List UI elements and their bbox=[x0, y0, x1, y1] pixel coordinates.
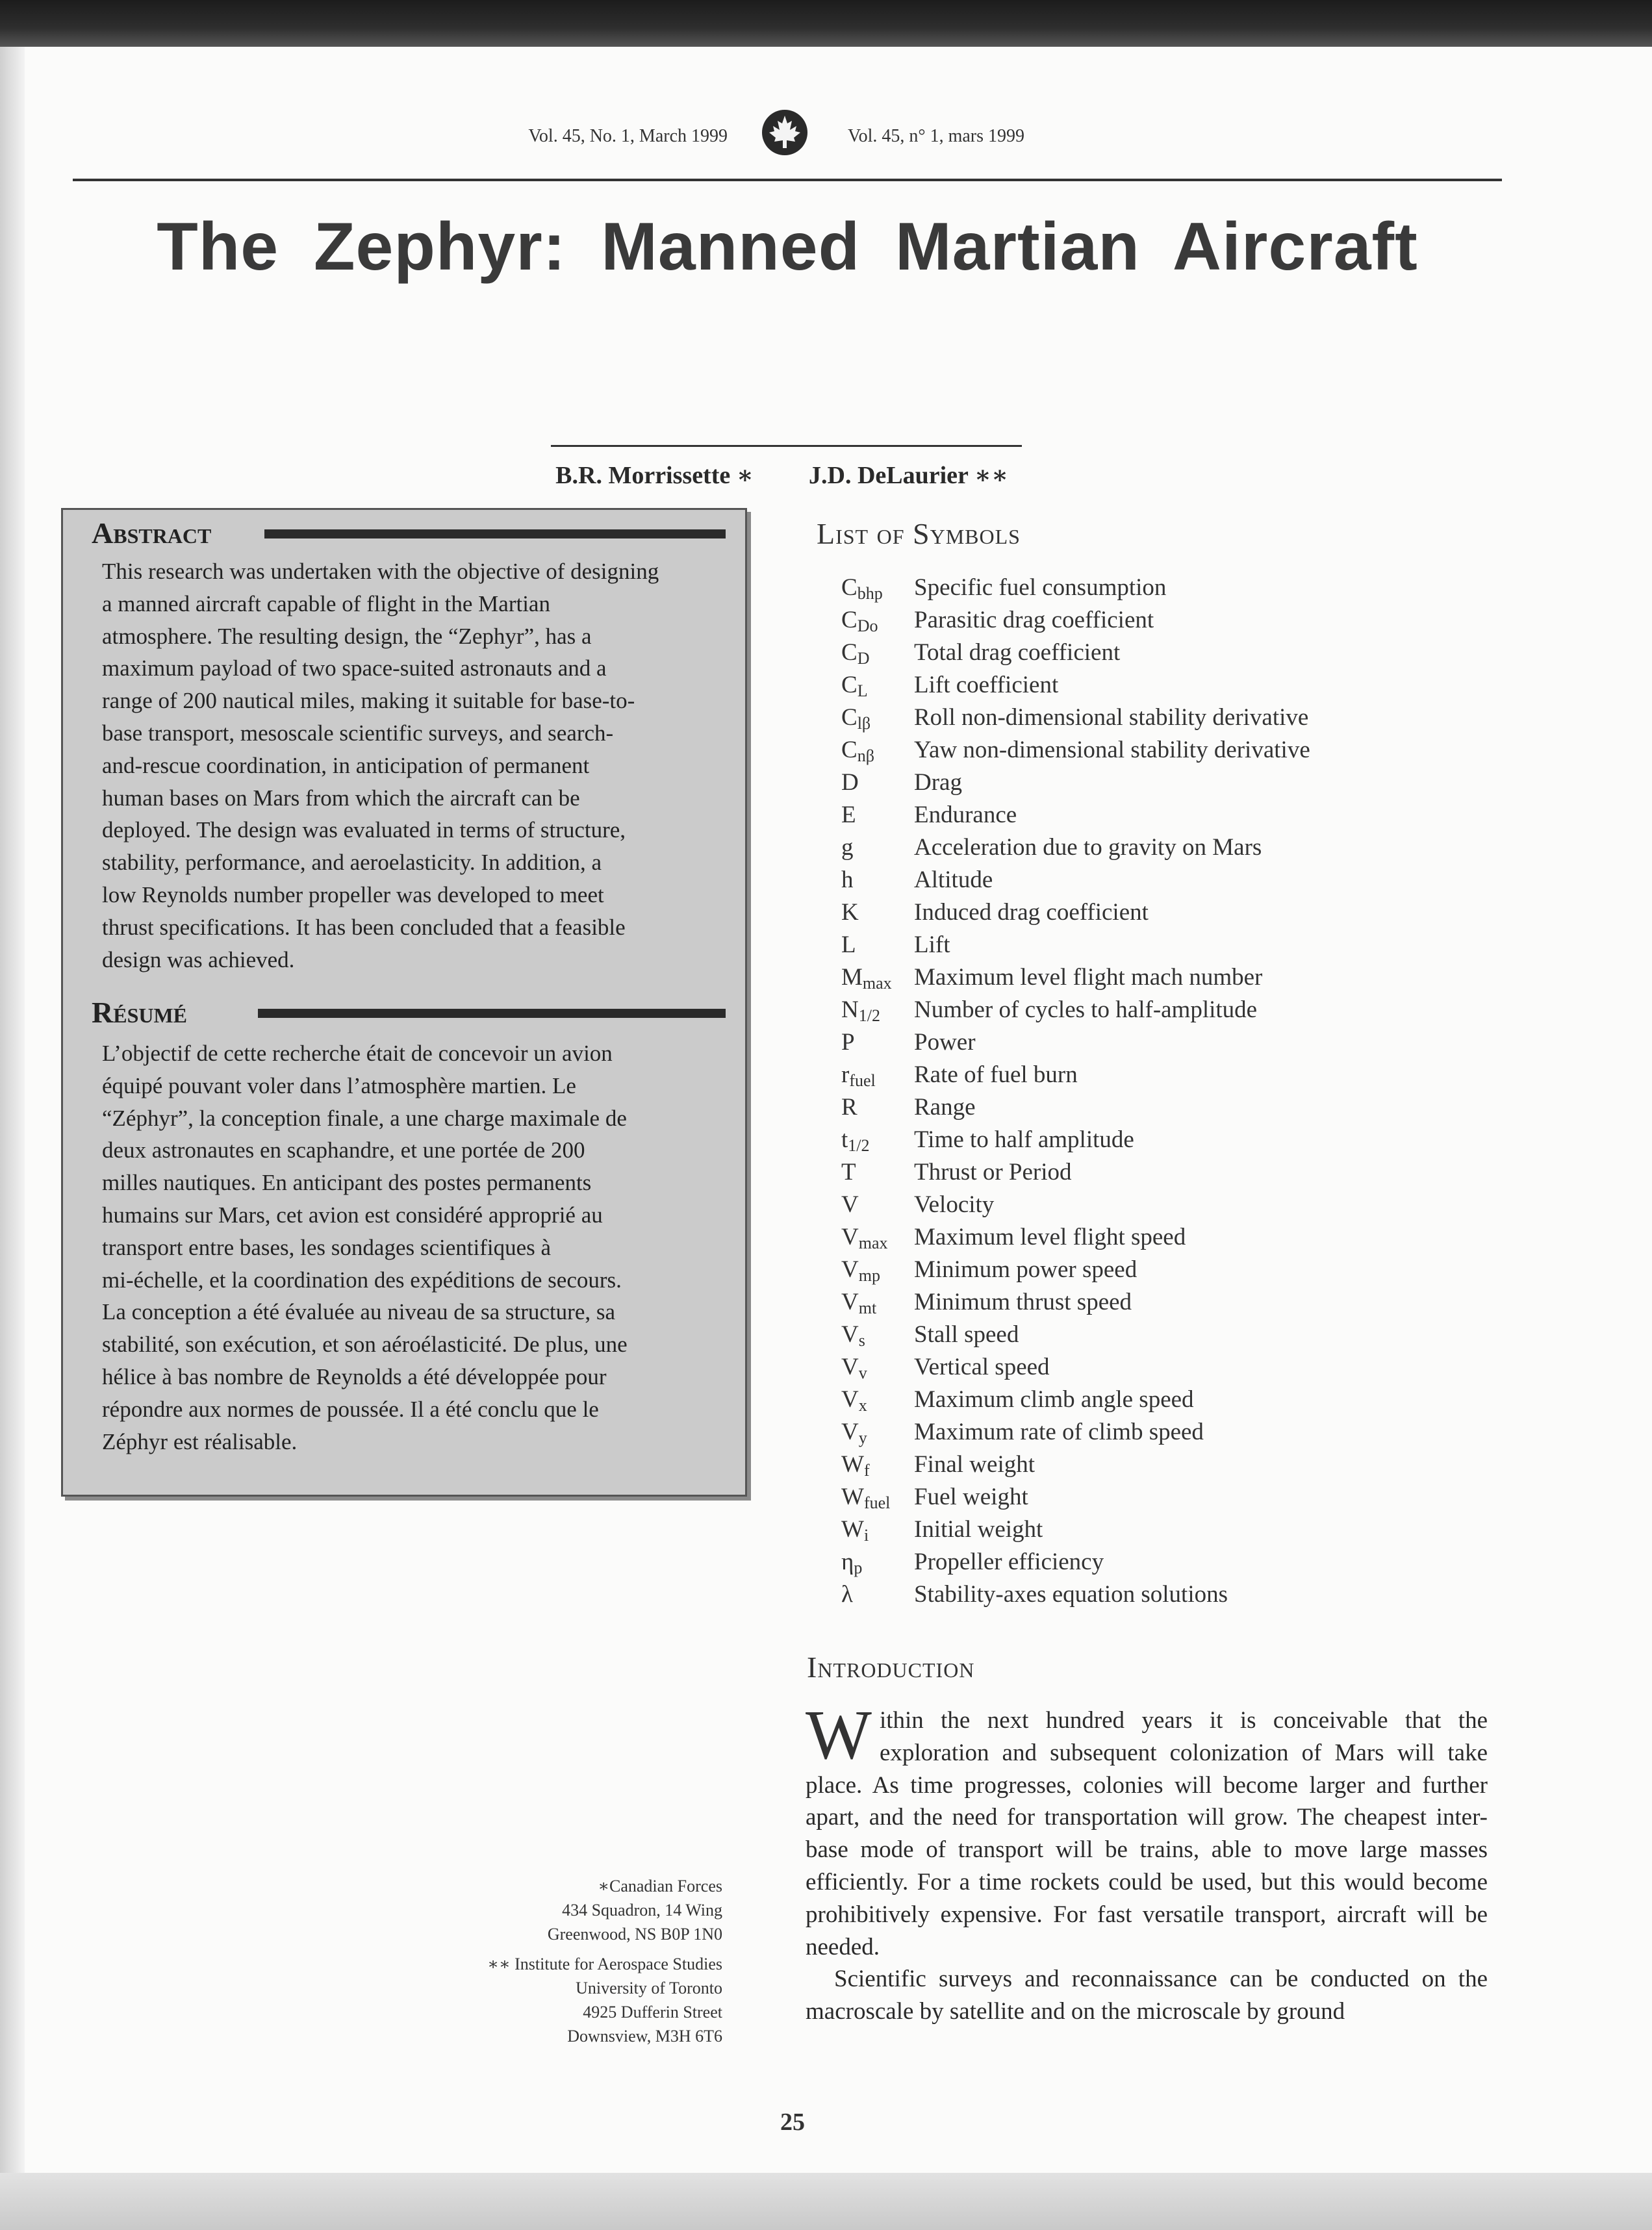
symbol-row bbox=[841, 831, 1491, 864]
symbol-base: W bbox=[841, 1516, 864, 1543]
symbol-base: η bbox=[841, 1549, 854, 1575]
symbol-description: Final weight bbox=[914, 1451, 1036, 1478]
resume-line: humains sur Mars, cet avion est considéré approprié au bbox=[102, 1202, 603, 1228]
symbol-description: Maximum level flight mach number bbox=[914, 964, 1263, 991]
symbol bbox=[841, 896, 913, 929]
symbol-row bbox=[841, 929, 1491, 961]
symbol-description: Roll non-dimensional stability derivative bbox=[914, 704, 1309, 731]
symbol-row bbox=[841, 1449, 1491, 1481]
introduction-heading: Introduction bbox=[807, 1651, 975, 1684]
symbol-base: V bbox=[841, 1224, 859, 1250]
footnote-line: 4925 Dufferin Street bbox=[583, 2003, 722, 2021]
symbol-base: W bbox=[841, 1484, 864, 1510]
symbol-description: Minimum thrust speed bbox=[914, 1289, 1132, 1315]
abstract-line: and-rescue coordination, in anticipation of permanent bbox=[102, 752, 590, 778]
symbol-base: N bbox=[841, 996, 859, 1023]
footnote-line: 434 Squadron, 14 Wing bbox=[562, 1901, 722, 1920]
symbol-base: M bbox=[841, 964, 863, 991]
symbol-row bbox=[841, 994, 1491, 1026]
symbol-description: Rate of fuel burn bbox=[914, 1061, 1078, 1088]
symbol-row bbox=[841, 1319, 1491, 1351]
symbol-base: V bbox=[841, 1321, 859, 1348]
symbol-base: C bbox=[841, 639, 858, 666]
symbol-row bbox=[841, 1384, 1491, 1416]
abstract-line: design was achieved. bbox=[102, 946, 295, 972]
introduction-text bbox=[806, 1697, 1488, 2028]
symbol-description: Specific fuel consumption bbox=[914, 574, 1167, 601]
symbol bbox=[841, 1189, 913, 1221]
abstract-box bbox=[61, 508, 747, 1497]
symbol-description: Parasitic drag coefficient bbox=[914, 607, 1154, 633]
symbol-row bbox=[841, 734, 1491, 767]
symbol-row bbox=[841, 1221, 1491, 1254]
symbol-base: λ bbox=[841, 1581, 853, 1608]
abstract-line: human bases on Mars from which the aircraft can be bbox=[102, 785, 580, 811]
symbol-description: Altitude bbox=[914, 867, 993, 893]
resume-line: La conception a été évaluée au niveau de sa structure, sa bbox=[102, 1299, 616, 1325]
symbol-description: Maximum rate of climb speed bbox=[914, 1419, 1204, 1445]
symbol-description: Propeller efficiency bbox=[914, 1549, 1104, 1575]
symbol-description: Lift coefficient bbox=[914, 672, 1059, 698]
introduction-paragraph-2: Scientific surveys and reconnaissance can be conducted on the macroscale by satellite and on the microscale by ground bbox=[806, 1966, 1488, 2025]
symbol bbox=[841, 831, 913, 864]
resume-line: répondre aux normes de poussée. Il a été conclu que le bbox=[102, 1396, 599, 1422]
resume-line: mi-échelle, et la coordination des expéditions de secours. bbox=[102, 1267, 622, 1293]
abstract-line: thrust specifications. It has been concluded that a feasible bbox=[102, 914, 626, 940]
abstract-line: This research was undertaken with the objective of designing bbox=[102, 559, 659, 584]
symbol-base: W bbox=[841, 1451, 864, 1478]
masthead bbox=[0, 123, 1652, 162]
symbol-description: Maximum climb angle speed bbox=[914, 1386, 1194, 1413]
symbol bbox=[841, 1156, 913, 1189]
symbol bbox=[841, 929, 913, 961]
symbol-subscript: Do bbox=[857, 616, 878, 635]
symbol-row bbox=[841, 1059, 1491, 1091]
resume-heading-bar bbox=[258, 1009, 726, 1018]
symbol bbox=[841, 1578, 913, 1611]
symbol-base: g bbox=[841, 834, 854, 861]
symbol-description: Endurance bbox=[914, 802, 1017, 828]
symbol-description: Velocity bbox=[914, 1191, 995, 1218]
symbol-base: V bbox=[841, 1419, 859, 1445]
symbol-row bbox=[841, 669, 1491, 702]
volume-english: Vol. 45, No. 1, March 1999 bbox=[528, 126, 728, 146]
symbol-base: C bbox=[841, 607, 858, 633]
symbol-description: Initial weight bbox=[914, 1516, 1043, 1543]
resume-line: équipé pouvant voler dans l’atmosphère martien. Le bbox=[102, 1072, 576, 1098]
symbol-row bbox=[841, 637, 1491, 669]
symbol-description: Yaw non-dimensional stability derivative bbox=[914, 737, 1310, 763]
symbol-row bbox=[841, 1578, 1491, 1611]
symbol-subscript: bhp bbox=[857, 584, 883, 603]
symbol-description: Stall speed bbox=[914, 1321, 1019, 1348]
symbol-subscript: L bbox=[857, 681, 868, 700]
symbol-subscript: 1/2 bbox=[858, 1006, 880, 1025]
abstract-line: base transport, mesoscale scientific surveys, and search- bbox=[102, 720, 614, 746]
symbol-row bbox=[841, 1514, 1491, 1546]
symbol-row bbox=[841, 1124, 1491, 1156]
abstract-line: maximum payload of two space-suited astronauts and a bbox=[102, 655, 607, 681]
footnote-institute bbox=[455, 1952, 722, 2048]
symbol-base: V bbox=[841, 1386, 859, 1413]
footnote-line: ∗∗ Institute for Aerospace Studies bbox=[487, 1955, 722, 1973]
symbol-base: P bbox=[841, 1029, 855, 1056]
resume-line: L’objectif de cette recherche était de concevoir un avion bbox=[102, 1041, 613, 1066]
symbol-row bbox=[841, 767, 1491, 799]
symbol-description: Time to half amplitude bbox=[914, 1126, 1134, 1153]
symbol-base: V bbox=[841, 1289, 859, 1315]
symbol-row bbox=[841, 864, 1491, 896]
symbol-base: r bbox=[841, 1061, 850, 1088]
symbol-base: L bbox=[841, 931, 856, 958]
abstract-text bbox=[102, 555, 719, 976]
drop-cap: W bbox=[806, 1697, 872, 1774]
symbol-row bbox=[841, 896, 1491, 929]
symbol-row bbox=[841, 1286, 1491, 1319]
symbol-description: Minimum power speed bbox=[914, 1256, 1137, 1283]
symbol-row bbox=[841, 572, 1491, 604]
resume-line: Zéphyr est réalisable. bbox=[102, 1428, 298, 1454]
resume-line: hélice à bas nombre de Reynolds a été développée pour bbox=[102, 1363, 607, 1389]
scan-edge-top bbox=[0, 0, 1652, 47]
author-delaurier: J.D. DeLaurier ∗∗ bbox=[809, 462, 1009, 489]
volume-french: Vol. 45, n° 1, mars 1999 bbox=[848, 126, 1025, 146]
resume-text bbox=[102, 1037, 719, 1458]
symbol-subscript: s bbox=[858, 1331, 865, 1350]
symbol-base: C bbox=[841, 737, 858, 763]
page-number: 25 bbox=[780, 2109, 805, 2136]
symbol-base: R bbox=[841, 1094, 858, 1121]
symbol bbox=[841, 1091, 913, 1124]
resume-line: “Zéphyr”, la conception finale, a une charge maximale de bbox=[102, 1105, 627, 1131]
symbol-base: E bbox=[841, 802, 856, 828]
symbol-base: C bbox=[841, 704, 858, 731]
symbol-description: Maximum level flight speed bbox=[914, 1224, 1186, 1250]
symbol-subscript: v bbox=[858, 1363, 867, 1382]
symbol-subscript: 1/2 bbox=[848, 1136, 870, 1155]
symbol-description: Fuel weight bbox=[914, 1484, 1028, 1510]
symbol-description: Acceleration due to gravity on Mars bbox=[914, 834, 1262, 861]
symbol-base: K bbox=[841, 899, 859, 926]
symbol-description: Lift bbox=[914, 931, 950, 958]
abstract-line: deployed. The design was evaluated in terms of structure, bbox=[102, 817, 626, 843]
resume-line: milles nautiques. En anticipant des postes permanents bbox=[102, 1170, 592, 1196]
symbols-heading: List of Symbols bbox=[817, 517, 1021, 550]
symbol-row bbox=[841, 799, 1491, 831]
introduction-paragraph-1 bbox=[806, 1697, 1488, 1963]
symbol-row bbox=[841, 1546, 1491, 1578]
symbol-description: Thrust or Period bbox=[914, 1159, 1072, 1185]
symbol-base: T bbox=[841, 1159, 856, 1185]
symbol-description: Range bbox=[914, 1094, 976, 1121]
introduction-p1-text: ithin the next hundred years it is conceivable that the exploration and subsequent colonization of Mars will take place. As time progresses, colonies will become larger and further apart, and the need for transportation will grow. The cheapest inter-base mode of transport will be trains, able to move large masses efficiently. For a time rockets could be used, but this would become prohibitively expensive. For fast versatile transport, aircraft will be needed. bbox=[806, 1707, 1488, 1960]
symbol-row bbox=[841, 1254, 1491, 1286]
symbol-row bbox=[841, 1416, 1491, 1449]
abstract-line: stability, performance, and aeroelasticity. In addition, a bbox=[102, 850, 602, 876]
scan-edge-bottom bbox=[0, 2173, 1652, 2230]
symbol-subscript: lβ bbox=[857, 714, 871, 733]
symbol-subscript: mt bbox=[858, 1299, 877, 1317]
resume-heading: Résumé bbox=[92, 996, 188, 1029]
symbol-row bbox=[841, 604, 1491, 637]
symbol-subscript: nβ bbox=[857, 746, 874, 765]
symbol-base: V bbox=[841, 1354, 859, 1380]
abstract-heading-bar bbox=[264, 529, 726, 538]
symbol-base: V bbox=[841, 1191, 859, 1218]
symbol-subscript: max bbox=[862, 974, 892, 993]
symbol-row bbox=[841, 1026, 1491, 1059]
symbol-description: Vertical speed bbox=[914, 1354, 1050, 1380]
author-rule bbox=[551, 445, 1022, 447]
symbol-subscript: p bbox=[854, 1558, 863, 1577]
abstract-line: range of 200 nautical miles, making it suitable for base-to- bbox=[102, 688, 635, 714]
symbol-row bbox=[841, 1091, 1491, 1124]
footnote-line: Greenwood, NS B0P 1N0 bbox=[547, 1925, 722, 1944]
resume-line: stabilité, son exécution, et son aéroélasticité. De plus, une bbox=[102, 1332, 628, 1358]
header-rule bbox=[73, 179, 1502, 181]
symbol-description: Power bbox=[914, 1029, 976, 1056]
symbol-row bbox=[841, 961, 1491, 994]
symbol-row bbox=[841, 702, 1491, 734]
symbol-base: V bbox=[841, 1256, 859, 1283]
symbol-base: D bbox=[841, 769, 859, 796]
symbol-subscript: D bbox=[857, 649, 870, 668]
footnote-canadian-forces bbox=[455, 1874, 722, 1946]
symbol-row bbox=[841, 1481, 1491, 1514]
symbols-list bbox=[841, 572, 1491, 1611]
scan-edge-left bbox=[0, 47, 25, 2173]
abstract-line: atmosphere. The resulting design, the “Zephyr”, has a bbox=[102, 623, 592, 649]
symbol-description: Induced drag coefficient bbox=[914, 899, 1149, 926]
symbol bbox=[841, 767, 913, 799]
symbol-description: Stability-axes equation solutions bbox=[914, 1581, 1228, 1608]
footnote-line: ∗Canadian Forces bbox=[598, 1877, 722, 1895]
symbol bbox=[841, 1026, 913, 1059]
maple-leaf-icon bbox=[760, 108, 809, 157]
resume-line: transport entre bases, les sondages scientifiques à bbox=[102, 1234, 552, 1260]
symbol-subscript: max bbox=[858, 1234, 888, 1252]
page-title: The Zephyr: Manned Martian Aircraft bbox=[157, 209, 1418, 285]
symbol-base: C bbox=[841, 672, 858, 698]
symbol-row bbox=[841, 1156, 1491, 1189]
author-line bbox=[0, 460, 1652, 492]
symbol-row bbox=[841, 1189, 1491, 1221]
symbol-subscript: mp bbox=[858, 1266, 880, 1285]
symbol-subscript: fuel bbox=[849, 1071, 876, 1090]
symbol bbox=[841, 864, 913, 896]
symbol-row bbox=[841, 1351, 1491, 1384]
footnote-line: University of Toronto bbox=[576, 1979, 722, 1997]
symbol-subscript: y bbox=[858, 1428, 867, 1447]
symbol-base: C bbox=[841, 574, 858, 601]
symbol-description: Drag bbox=[914, 769, 962, 796]
symbol-base: h bbox=[841, 867, 854, 893]
footnote-line: Downsview, M3H 6T6 bbox=[567, 2027, 722, 2046]
symbol bbox=[841, 799, 913, 831]
symbol-subscript: f bbox=[863, 1461, 870, 1480]
abstract-heading: Abstract bbox=[92, 516, 212, 550]
symbol-description: Number of cycles to half-amplitude bbox=[914, 996, 1258, 1023]
symbol-base: t bbox=[841, 1126, 848, 1153]
abstract-line: low Reynolds number propeller was developed to meet bbox=[102, 881, 604, 907]
symbol-subscript: fuel bbox=[863, 1493, 891, 1512]
symbol-subscript: i bbox=[863, 1526, 869, 1545]
resume-line: deux astronautes en scaphandre, et une portée de 200 bbox=[102, 1137, 585, 1163]
abstract-line: a manned aircraft capable of flight in the Martian bbox=[102, 590, 550, 616]
symbol-subscript: x bbox=[858, 1396, 867, 1415]
author-morrissette: B.R. Morrissette ∗ bbox=[555, 462, 754, 489]
symbol-description: Total drag coefficient bbox=[914, 639, 1121, 666]
